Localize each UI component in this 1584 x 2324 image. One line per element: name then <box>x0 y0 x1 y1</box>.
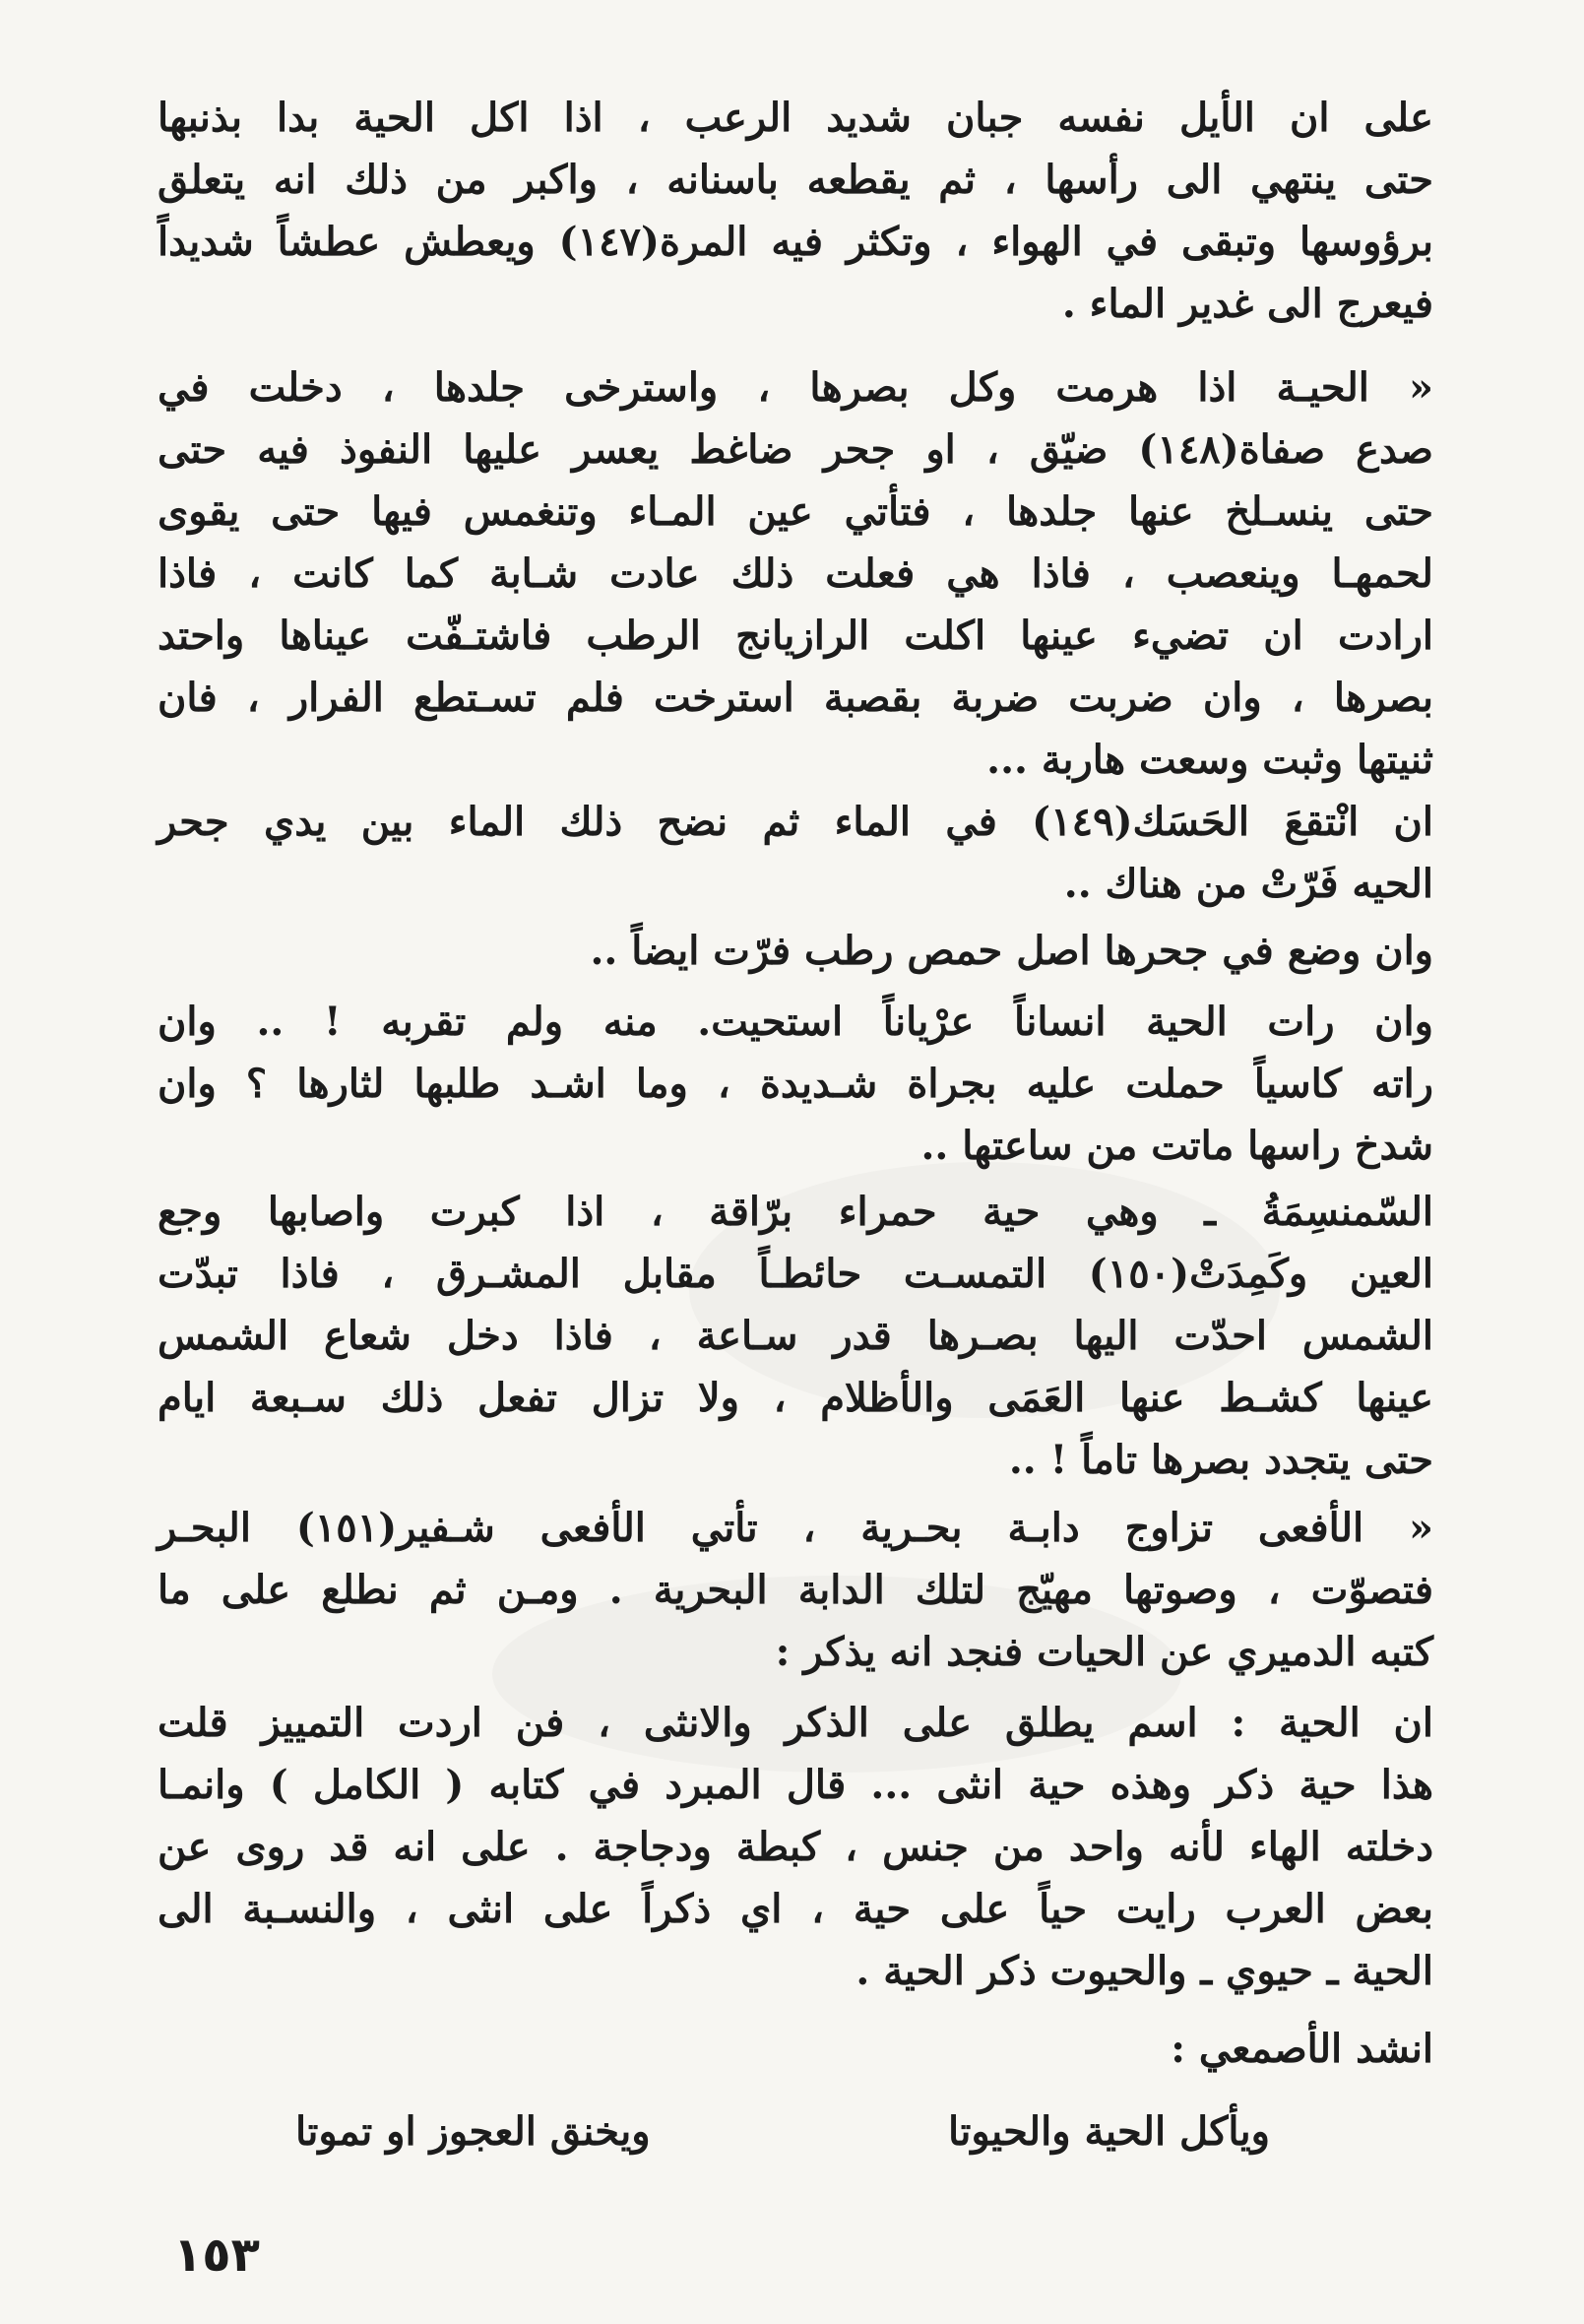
text-line: « الحيـة اذا هرمت وكل بصرها ، واسترخى جلدها ، دخلت في <box>158 364 1433 411</box>
text-line: لحمهـا وينعصب ، فاذا هي فعلت ذلك عادت شـابة كما كانت ، فاذا <box>158 550 1433 597</box>
text-line: صدع صفاة(١٤٨) ضيّق ، او جحر ضاغط يعسر عليها النفوذ فيه حتى <box>158 426 1433 473</box>
text-line: الحيه فَرّتْ من هناك .. <box>1063 861 1433 907</box>
text-line: وان وضع في جحرها اصل حمص رطب فرّت ايضاً .. <box>590 928 1433 974</box>
text-line: دخلته الهاء لأنه واحد من جنس ، كبطة ودجاجة . على انه قد روى عن <box>158 1824 1434 1870</box>
text-line: فيعرج الى غدير الماء . <box>1061 281 1433 327</box>
text-line: هذا حية ذكر وهذه حية انثى ... قال المبرد في كتابه ( الكامل ) وانمـا <box>158 1762 1433 1808</box>
text-line: ارادت ان تضيء عينها اكلت الرازيانج الرطب فاشتـفّت عيناها واحتد <box>158 613 1433 659</box>
paragraph-4 <box>158 920 1433 982</box>
text-line: حتى ينسـلخ عنها جلدها ، فتأتي عين المـاء وتنغمس فيها حتى يقوى <box>158 488 1433 535</box>
text-line: العين وكَمِدَتْ(١٥٠) التمسـت حائطـاً مقابل المشـرق ، فاذا تبدّت <box>158 1251 1433 1297</box>
text-line: بصرها ، وان ضربت ضربة بقصبة استرخت فلم تسـتطع الفرار ، فان <box>158 675 1433 721</box>
paragraph-1 <box>158 87 1433 335</box>
text-line: حتى يتجدد بصرها تاماً ! .. <box>1008 1437 1433 1483</box>
text-line: على ان الأيل نفسه جبان شديد الرعب ، اذا اكل الحية بدا بذنبها <box>158 95 1433 141</box>
text-line: الشمس احدّت اليها بصـرها قدر سـاعة ، فاذا دخل شعاع الشمس <box>158 1313 1433 1359</box>
text-line: انشد الأصمعي : <box>1171 2026 1433 2072</box>
text-line: ان انْتقعَ الحَسَك(١٤٩) في الماء ثم نضح ذلك الماء بين يدي جحر <box>158 799 1434 845</box>
paragraph-3 <box>158 791 1433 915</box>
text-line: كتبه الدميري عن الحيات فنجد انه يذكر : <box>775 1629 1433 1675</box>
text-line: عينها كشـط عنها العَمَى والأظلام ، ولا تزال تفعل ذلك سـبعة ايام <box>158 1375 1433 1421</box>
text-line: حتى ينتهي الى رأسها ، ثم يقطعه باسنانه ، واكبر من ذلك انه يتعلق <box>158 157 1433 203</box>
text-line: راته كاسياً حملت عليه بجراة شـديدة ، وما اشـد طلبها لثارها ؟ وان <box>158 1061 1433 1107</box>
text-line: برؤوسها وتبقى في الهواء ، وتكثر فيه المرة(١٤٧) ويعطش عطشاً شديداً <box>158 219 1433 265</box>
verse-hemistich-2: ويخنق العجوز او تموتا <box>295 2108 651 2155</box>
page-number: ١٥٣ <box>173 2227 260 2283</box>
paragraph-9 <box>158 2018 1433 2080</box>
text-line: السّمنسِمَةُ ـ وهي حية حمراء برّاقة ، اذا كبرت واصابها وجع <box>158 1189 1433 1235</box>
text-line: شدخ راسها ماتت من ساعتها .. <box>920 1123 1433 1169</box>
paragraph-7 <box>158 1497 1433 1683</box>
text-line: « الأفعى تزاوج دابـة بحـرية ، تأتي الأفعى شـفير(١٥١) البحـر <box>158 1505 1433 1551</box>
text-line: فتصوّت ، وصوتها مهيّج لتلك الدابة البحرية . ومـن ثم نطلع على ما <box>158 1567 1433 1613</box>
text-line: وان رات الحية انساناً عرْياناً استحيت. منه ولم تقربه ! .. وان <box>158 999 1433 1045</box>
text-line: ان الحية : اسم يطلق على الذكر والانثى ، فن اردت التمييز قلت <box>158 1700 1433 1746</box>
text-line: بعض العرب رايت حياً على حية ، اي ذكراً على انثى ، والنسـبة الى <box>158 1886 1433 1932</box>
verse-hemistich-1: ويأكل الحية والحيوتا <box>948 2108 1270 2155</box>
paragraph-6 <box>158 1181 1433 1491</box>
paragraph-5 <box>158 991 1433 1177</box>
text-line: الحية ـ حيوي ـ والحيوت ذكر الحية . <box>855 1948 1433 1994</box>
text-line: ثنيتها وثبت وسعت هاربة ... <box>986 737 1433 783</box>
paragraph-2 <box>158 356 1433 791</box>
paragraph-8 <box>158 1692 1433 2002</box>
poetry-verse <box>295 2108 1270 2155</box>
